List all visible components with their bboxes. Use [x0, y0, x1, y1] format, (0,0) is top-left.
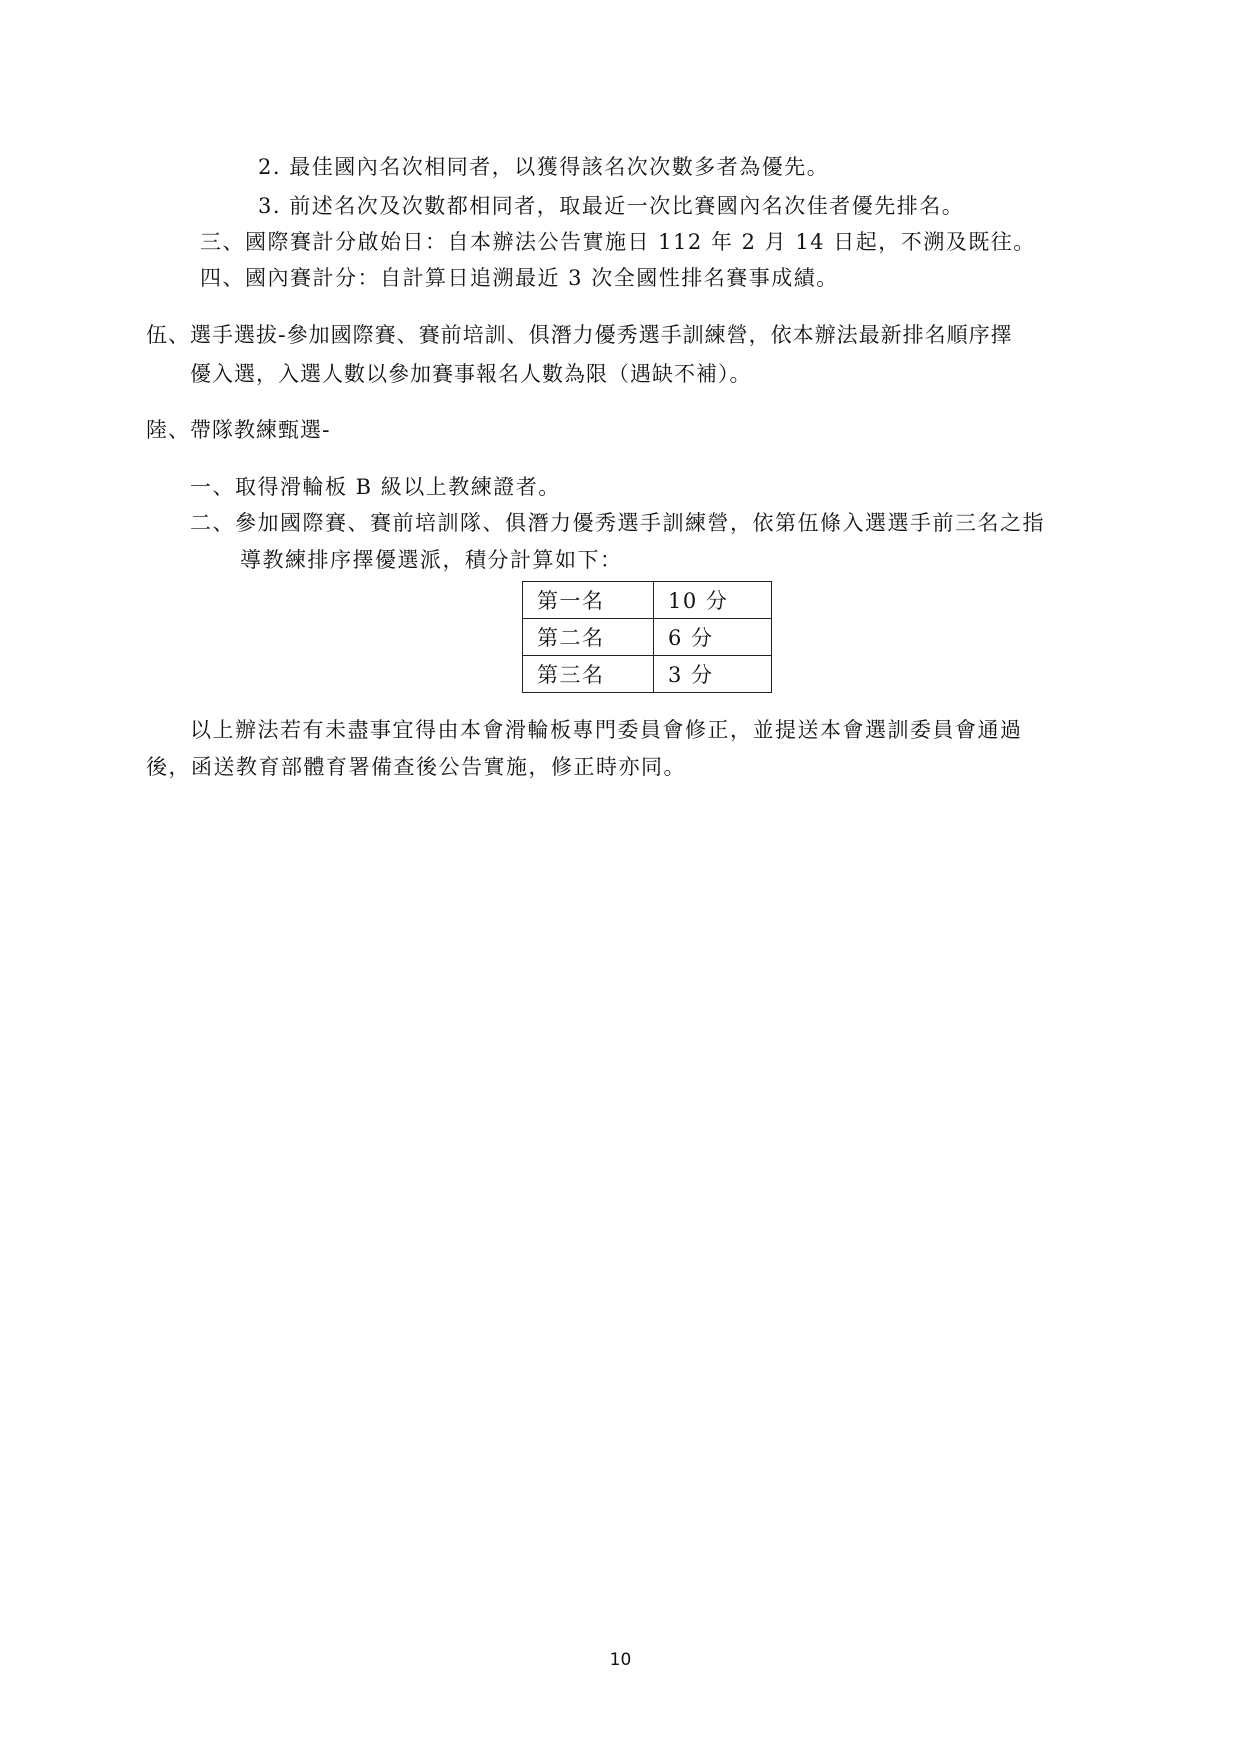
rule-2-text: 2. 最佳國內名次相同者，以獲得該名次次數多者為優先。 [258, 155, 830, 179]
table-row [523, 656, 772, 693]
section-5-heading: 伍、選手選拔-參加國際賽、賽前培訓、俱潛力優秀選手訓練營，依本辦法最新排名順序擇 [146, 323, 1013, 347]
section-6-item-2: 二、參加國際賽、賽前培訓隊、俱潛力優秀選手訓練營，依第伍條入選選手前三名之指 [190, 511, 1045, 535]
points-cell: 3 分 [654, 656, 772, 693]
table-row [523, 582, 772, 619]
page-number: 10 [609, 1650, 632, 1670]
rank-cell: 第一名 [523, 582, 654, 619]
section-6-item-1: 一、取得滑輪板 B 級以上教練證者。 [190, 475, 561, 499]
section-4-text: 四、國內賽計分：自計算日追溯最近 3 次全國性排名賽事成績。 [200, 266, 839, 290]
table-row [523, 619, 772, 656]
section-3-text: 三、國際賽計分啟始日：自本辦法公告實施日 112 年 2 月 14 日起，不溯及既往。 [200, 230, 1036, 254]
rank-cell: 第二名 [523, 619, 654, 656]
points-cell: 10 分 [654, 582, 772, 619]
score-table [522, 581, 772, 693]
points-cell: 6 分 [654, 619, 772, 656]
rule-3-text: 3. 前述名次及次數都相同者，取最近一次比賽國內名次佳者優先排名。 [258, 194, 965, 218]
section-5-continuation: 優入選，入選人數以參加賽事報名人數為限（遇缺不補）。 [190, 362, 752, 386]
section-6-heading: 陸、帶隊教練甄選- [146, 418, 331, 442]
section-6-item-2-continuation: 導教練排序擇優選派，積分計算如下： [240, 548, 623, 572]
closing-paragraph-line-2: 後，函送教育部體育署備查後公告實施，修正時亦同。 [146, 755, 686, 779]
rank-cell: 第三名 [523, 656, 654, 693]
closing-paragraph-line-1: 以上辦法若有未盡事宜得由本會滑輪板專門委員會修正，並提送本會選訓委員會通過 [190, 718, 1023, 742]
